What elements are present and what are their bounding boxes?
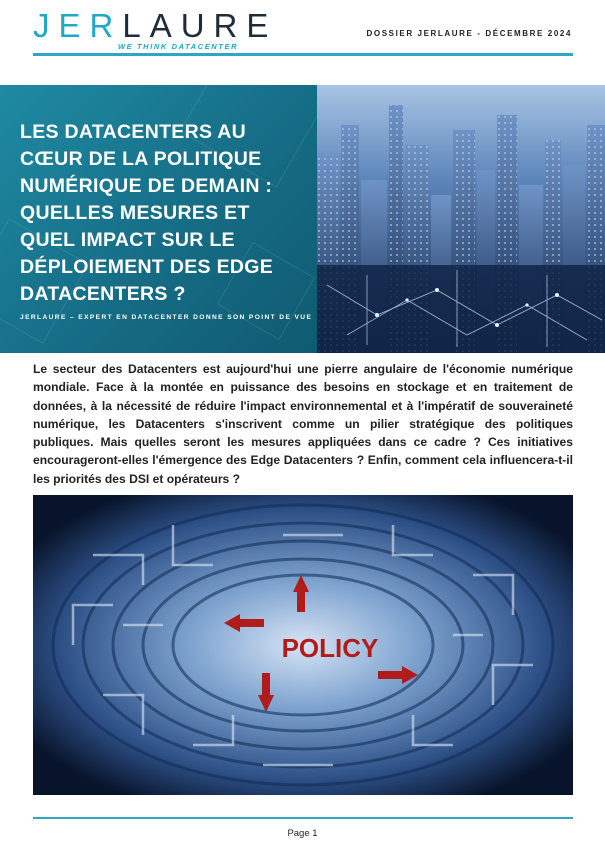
header-divider (33, 53, 573, 56)
document-subtitle: JERLAURE – EXPERT EN DATACENTER DONNE SON POINT DE VUE (20, 314, 313, 321)
city-skyline-illustration (317, 85, 605, 353)
policy-label: POLICY (281, 633, 379, 663)
logo-part-laure: LAURE (122, 7, 278, 44)
policy-maze-illustration (33, 495, 573, 795)
page-number: Page 1 (287, 828, 318, 839)
jerlaure-logo (33, 7, 278, 51)
intro-paragraph: Le secteur des Datacenters est aujourd'hui une pierre angulaire de l'économie numérique mondiale. Face à la montée en puissance des besoins en stockage et en traitement de données, à la nécessité de réduire l'impact environnemental et à l'impératif de souveraineté numérique, les Datacenters s'inscrivent comme un pilier stratégique des politiques publiques. Mais quelles seront les mesures appliquées dans ce cadre ? Ces initiatives encourageront-elles l'émergence des Edge Datacenters ? Enfin, comment cela influencera-t-il les priorités des DSI et opérateurs ? (33, 362, 573, 486)
hero-title-panel (0, 85, 317, 353)
logo-tagline: WE THINK DATACENTER (118, 42, 239, 51)
city-skyline-image (317, 85, 605, 353)
footer-divider (33, 817, 573, 819)
policy-maze-image (33, 495, 573, 795)
logo-wordmark (33, 8, 277, 44)
logo-part-jer: JER (33, 7, 123, 44)
document-title: LES DATACENTERS AU CŒUR DE LA POLITIQUE NUMÉRIQUE DE DEMAIN : QUELLES MESURES ET QUEL IMPACT SUR LE DÉPLOIEMENT DES EDGE DATACENTERS ? (20, 121, 274, 305)
hero-banner (0, 85, 605, 353)
dossier-label: DOSSIER JERLAURE - DÉCEMBRE 2024 (366, 29, 572, 38)
